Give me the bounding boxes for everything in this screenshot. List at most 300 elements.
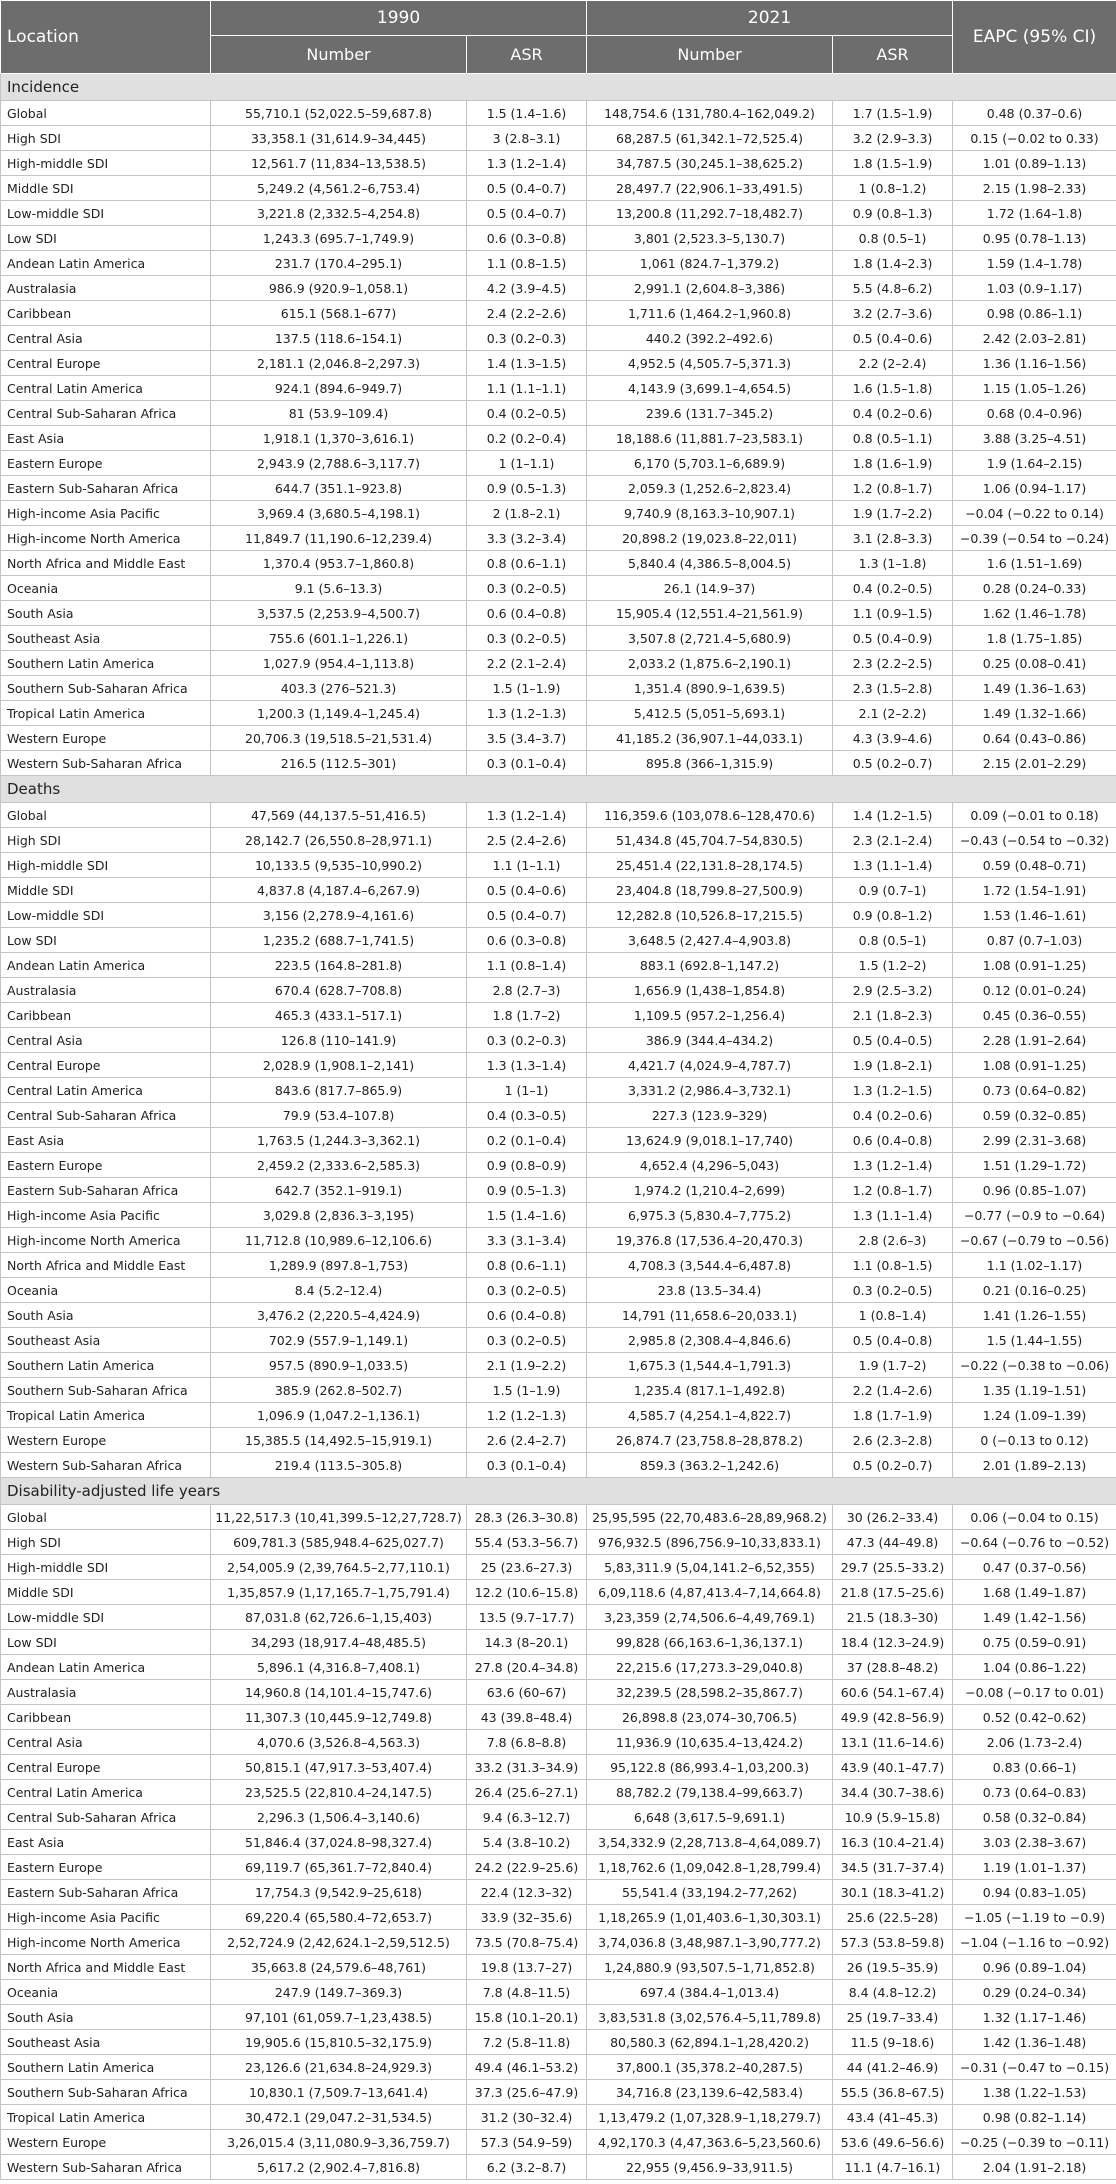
asr-2021-cell: 0.5 (0.2–0.7) xyxy=(833,751,953,776)
asr-2021-cell: 0.5 (0.4–0.8) xyxy=(833,1328,953,1353)
asr-2021-cell: 1.3 (1.2–1.4) xyxy=(833,1153,953,1178)
number-2021-cell: 3,54,332.9 (2,28,713.8–4,64,089.7) xyxy=(587,1830,833,1855)
location-cell: Western Sub-Saharan Africa xyxy=(1,2155,211,2180)
location-cell: Andean Latin America xyxy=(1,953,211,978)
eapc-cell: −1.04 (−1.16 to −0.92) xyxy=(953,1930,1116,1955)
eapc-cell: 0.52 (0.42–0.62) xyxy=(953,1705,1116,1730)
table-row xyxy=(1,1905,1116,1930)
location-cell: Central Sub-Saharan Africa xyxy=(1,1103,211,1128)
number-2021-cell: 1,24,880.9 (93,507.5–1,71,852.8) xyxy=(587,1955,833,1980)
asr-1990-cell: 1.2 (1.2–1.3) xyxy=(467,1403,587,1428)
number-2021-cell: 3,74,036.8 (3,48,987.1–3,90,777.2) xyxy=(587,1930,833,1955)
eapc-cell: 1.01 (0.89–1.13) xyxy=(953,151,1116,176)
number-2021-cell: 41,185.2 (36,907.1–44,033.1) xyxy=(587,726,833,751)
location-cell: Southern Latin America xyxy=(1,1353,211,1378)
number-2021-cell: 4,585.7 (4,254.1–4,822.7) xyxy=(587,1403,833,1428)
eapc-cell: 0.73 (0.64–0.82) xyxy=(953,1078,1116,1103)
number-1990-cell: 670.4 (628.7–708.8) xyxy=(211,978,467,1003)
eapc-cell: 0.59 (0.48–0.71) xyxy=(953,853,1116,878)
asr-1990-cell: 3.3 (3.1–3.4) xyxy=(467,1228,587,1253)
number-2021-cell: 3,648.5 (2,427.4–4,903.8) xyxy=(587,928,833,953)
table-row xyxy=(1,1353,1116,1378)
asr-1990-cell: 0.5 (0.4–0.7) xyxy=(467,903,587,928)
location-cell: Tropical Latin America xyxy=(1,2105,211,2130)
eapc-cell: 0.96 (0.85–1.07) xyxy=(953,1178,1116,1203)
location-cell: High-income Asia Pacific xyxy=(1,501,211,526)
number-2021-cell: 5,840.4 (4,386.5–8,004.5) xyxy=(587,551,833,576)
location-cell: Southern Latin America xyxy=(1,651,211,676)
number-2021-cell: 1,235.4 (817.1–1,492.8) xyxy=(587,1378,833,1403)
eapc-cell: −0.67 (−0.79 to −0.56) xyxy=(953,1228,1116,1253)
eapc-cell: 0.09 (−0.01 to 0.18) xyxy=(953,803,1116,828)
number-1990-cell: 69,119.7 (65,361.7–72,840.4) xyxy=(211,1855,467,1880)
location-cell: Central Europe xyxy=(1,1755,211,1780)
number-1990-cell: 28,142.7 (26,550.8–28,971.1) xyxy=(211,828,467,853)
asr-2021-cell: 0.9 (0.8–1.3) xyxy=(833,201,953,226)
asr-2021-cell: 3.2 (2.7–3.6) xyxy=(833,301,953,326)
eapc-cell: 1.8 (1.75–1.85) xyxy=(953,626,1116,651)
number-2021-cell: 148,754.6 (131,780.4–162,049.2) xyxy=(587,101,833,126)
asr-2021-cell: 53.6 (49.6–56.6) xyxy=(833,2130,953,2155)
asr-2021-cell: 5.5 (4.8–6.2) xyxy=(833,276,953,301)
asr-2021-cell: 25 (19.7–33.4) xyxy=(833,2005,953,2030)
asr-1990-cell: 1.1 (1.1–1.1) xyxy=(467,376,587,401)
asr-1990-cell: 0.5 (0.4–0.6) xyxy=(467,878,587,903)
location-cell: Central Latin America xyxy=(1,376,211,401)
number-2021-cell: 5,412.5 (5,051–5,693.1) xyxy=(587,701,833,726)
eapc-cell: 1.03 (0.9–1.17) xyxy=(953,276,1116,301)
section-row xyxy=(1,776,1116,803)
number-1990-cell: 11,307.3 (10,445.9–12,749.8) xyxy=(211,1705,467,1730)
asr-1990-cell: 3 (2.8–3.1) xyxy=(467,126,587,151)
eapc-cell: 1.49 (1.36–1.63) xyxy=(953,676,1116,701)
asr-1990-cell: 1.5 (1–1.9) xyxy=(467,676,587,701)
table-row xyxy=(1,726,1116,751)
number-2021-cell: 859.3 (363.2–1,242.6) xyxy=(587,1453,833,1478)
number-2021-cell: 239.6 (131.7–345.2) xyxy=(587,401,833,426)
number-1990-cell: 2,028.9 (1,908.1–2,141) xyxy=(211,1053,467,1078)
number-1990-cell: 137.5 (118.6–154.1) xyxy=(211,326,467,351)
table-row xyxy=(1,1128,1116,1153)
table-row xyxy=(1,126,1116,151)
number-1990-cell: 30,472.1 (29,047.2–31,534.5) xyxy=(211,2105,467,2130)
number-1990-cell: 4,070.6 (3,526.8–4,563.3) xyxy=(211,1730,467,1755)
table-row xyxy=(1,551,1116,576)
asr-1990-cell: 0.5 (0.4–0.7) xyxy=(467,176,587,201)
asr-1990-cell: 1.5 (1.4–1.6) xyxy=(467,1203,587,1228)
eapc-cell: 0 (−0.13 to 0.12) xyxy=(953,1428,1116,1453)
number-2021-cell: 4,421.7 (4,024.9–4,787.7) xyxy=(587,1053,833,1078)
location-cell: Western Europe xyxy=(1,1428,211,1453)
eapc-cell: 0.25 (0.08–0.41) xyxy=(953,651,1116,676)
table-row xyxy=(1,2055,1116,2080)
asr-2021-cell: 10.9 (5.9–15.8) xyxy=(833,1805,953,1830)
table-body xyxy=(1,74,1116,2180)
eapc-cell: 2.04 (1.91–2.18) xyxy=(953,2155,1116,2180)
eapc-cell: −0.22 (−0.38 to −0.06) xyxy=(953,1353,1116,1378)
asr-1990-cell: 2.5 (2.4–2.6) xyxy=(467,828,587,853)
number-1990-cell: 10,830.1 (7,509.7–13,641.4) xyxy=(211,2080,467,2105)
eapc-cell: 1.49 (1.32–1.66) xyxy=(953,701,1116,726)
number-1990-cell: 23,126.6 (21,634.8–24,929.3) xyxy=(211,2055,467,2080)
asr-1990-cell: 0.9 (0.5–1.3) xyxy=(467,1178,587,1203)
asr-1990-cell: 28.3 (26.3–30.8) xyxy=(467,1505,587,1530)
number-2021-cell: 227.3 (123.9–329) xyxy=(587,1103,833,1128)
location-cell: Central Europe xyxy=(1,1053,211,1078)
table-row xyxy=(1,226,1116,251)
number-2021-cell: 697.4 (384.4–1,013.4) xyxy=(587,1980,833,2005)
table-row xyxy=(1,251,1116,276)
location-cell: East Asia xyxy=(1,1128,211,1153)
location-cell: Southeast Asia xyxy=(1,2030,211,2055)
number-2021-header: Number xyxy=(587,36,833,74)
eapc-cell: 2.15 (2.01–2.29) xyxy=(953,751,1116,776)
location-cell: East Asia xyxy=(1,1830,211,1855)
location-cell: Eastern Sub-Saharan Africa xyxy=(1,476,211,501)
location-cell: South Asia xyxy=(1,601,211,626)
number-2021-cell: 55,541.4 (33,194.2–77,262) xyxy=(587,1880,833,1905)
location-cell: Central Europe xyxy=(1,351,211,376)
asr-1990-cell: 0.2 (0.1–0.4) xyxy=(467,1128,587,1153)
number-1990-cell: 642.7 (352.1–919.1) xyxy=(211,1178,467,1203)
asr-2021-cell: 3.2 (2.9–3.3) xyxy=(833,126,953,151)
asr-2021-cell: 44 (41.2–46.9) xyxy=(833,2055,953,2080)
table-row xyxy=(1,1805,1116,1830)
eapc-cell: 0.48 (0.37–0.6) xyxy=(953,101,1116,126)
asr-2021-cell: 0.3 (0.2–0.5) xyxy=(833,1278,953,1303)
asr-2021-cell: 1.9 (1.7–2) xyxy=(833,1353,953,1378)
number-2021-cell: 1,656.9 (1,438–1,854.8) xyxy=(587,978,833,1003)
asr-1990-cell: 1 (1–1) xyxy=(467,1078,587,1103)
eapc-cell: 1.04 (0.86–1.22) xyxy=(953,1655,1116,1680)
number-2021-cell: 976,932.5 (896,756.9–10,33,833.1) xyxy=(587,1530,833,1555)
number-2021-cell: 6,648 (3,617.5–9,691.1) xyxy=(587,1805,833,1830)
number-1990-cell: 23,525.5 (22,810.4–24,147.5) xyxy=(211,1780,467,1805)
location-cell: Australasia xyxy=(1,1680,211,1705)
table-row xyxy=(1,1530,1116,1555)
location-cell: Central Asia xyxy=(1,326,211,351)
location-cell: High SDI xyxy=(1,126,211,151)
number-1990-cell: 1,35,857.9 (1,17,165.7–1,75,791.4) xyxy=(211,1580,467,1605)
number-1990-cell: 34,293 (18,917.4–48,485.5) xyxy=(211,1630,467,1655)
location-cell: High SDI xyxy=(1,1530,211,1555)
number-2021-cell: 26,874.7 (23,758.8–28,878.2) xyxy=(587,1428,833,1453)
eapc-cell: 0.47 (0.37–0.56) xyxy=(953,1555,1116,1580)
asr-2021-cell: 1.3 (1.1–1.4) xyxy=(833,1203,953,1228)
number-1990-cell: 2,181.1 (2,046.8–2,297.3) xyxy=(211,351,467,376)
number-2021-cell: 1,711.6 (1,464.2–1,960.8) xyxy=(587,301,833,326)
location-cell: High-middle SDI xyxy=(1,151,211,176)
asr-1990-cell: 2.6 (2.4–2.7) xyxy=(467,1428,587,1453)
asr-2021-cell: 0.8 (0.5–1) xyxy=(833,928,953,953)
asr-2021-cell: 37 (28.8–48.2) xyxy=(833,1655,953,1680)
location-cell: Tropical Latin America xyxy=(1,1403,211,1428)
number-1990-cell: 231.7 (170.4–295.1) xyxy=(211,251,467,276)
eapc-cell: 1.42 (1.36–1.48) xyxy=(953,2030,1116,2055)
number-2021-cell: 116,359.6 (103,078.6–128,470.6) xyxy=(587,803,833,828)
asr-2021-cell: 2.6 (2.3–2.8) xyxy=(833,1428,953,1453)
number-2021-cell: 13,624.9 (9,018.1–17,740) xyxy=(587,1128,833,1153)
asr-2021-cell: 30 (26.2–33.4) xyxy=(833,1505,953,1530)
number-1990-cell: 615.1 (568.1–677) xyxy=(211,301,467,326)
table-row xyxy=(1,576,1116,601)
number-2021-cell: 13,200.8 (11,292.7–18,482.7) xyxy=(587,201,833,226)
asr-1990-cell: 0.6 (0.4–0.8) xyxy=(467,1303,587,1328)
number-2021-cell: 2,033.2 (1,875.6–2,190.1) xyxy=(587,651,833,676)
eapc-cell: 2.15 (1.98–2.33) xyxy=(953,176,1116,201)
table-row xyxy=(1,1630,1116,1655)
asr-1990-cell: 2.4 (2.2–2.6) xyxy=(467,301,587,326)
location-cell: Eastern Europe xyxy=(1,451,211,476)
asr-2021-cell: 21.5 (18.3–30) xyxy=(833,1605,953,1630)
location-cell: Central Sub-Saharan Africa xyxy=(1,401,211,426)
eapc-cell: 1.53 (1.46–1.61) xyxy=(953,903,1116,928)
location-cell: High-income North America xyxy=(1,1228,211,1253)
location-cell: Western Europe xyxy=(1,726,211,751)
table-row xyxy=(1,326,1116,351)
number-1990-cell: 3,221.8 (2,332.5–4,254.8) xyxy=(211,201,467,226)
eapc-cell: −0.31 (−0.47 to −0.15) xyxy=(953,2055,1116,2080)
number-1990-cell: 3,156 (2,278.9–4,161.6) xyxy=(211,903,467,928)
asr-2021-cell: 1.2 (0.8–1.7) xyxy=(833,476,953,501)
number-2021-cell: 25,95,595 (22,70,483.6–28,89,968.2) xyxy=(587,1505,833,1530)
table-row xyxy=(1,276,1116,301)
asr-2021-cell: 47.3 (44–49.8) xyxy=(833,1530,953,1555)
number-1990-cell: 81 (53.9–109.4) xyxy=(211,401,467,426)
table-row xyxy=(1,1403,1116,1428)
table-row xyxy=(1,501,1116,526)
asr-2021-cell: 1.3 (1.2–1.5) xyxy=(833,1078,953,1103)
table-row xyxy=(1,701,1116,726)
eapc-cell: 1.06 (0.94–1.17) xyxy=(953,476,1116,501)
table-row xyxy=(1,676,1116,701)
table-row xyxy=(1,1705,1116,1730)
asr-2021-cell: 29.7 (25.5–33.2) xyxy=(833,1555,953,1580)
location-cell: Andean Latin America xyxy=(1,251,211,276)
table-row xyxy=(1,1228,1116,1253)
eapc-cell: 0.59 (0.32–0.85) xyxy=(953,1103,1116,1128)
number-1990-cell: 3,26,015.4 (3,11,080.9–3,36,759.7) xyxy=(211,2130,467,2155)
number-2021-cell: 3,507.8 (2,721.4–5,680.9) xyxy=(587,626,833,651)
table-row xyxy=(1,376,1116,401)
asr-1990-cell: 63.6 (60–67) xyxy=(467,1680,587,1705)
asr-2021-cell: 34.5 (31.7–37.4) xyxy=(833,1855,953,1880)
number-2021-cell: 12,282.8 (10,526.8–17,215.5) xyxy=(587,903,833,928)
table-row xyxy=(1,1955,1116,1980)
table-row xyxy=(1,1178,1116,1203)
asr-2021-cell: 0.4 (0.2–0.5) xyxy=(833,576,953,601)
asr-2021-cell: 55.5 (36.8–67.5) xyxy=(833,2080,953,2105)
eapc-cell: 2.28 (1.91–2.64) xyxy=(953,1028,1116,1053)
number-1990-cell: 50,815.1 (47,917.3–53,407.4) xyxy=(211,1755,467,1780)
number-2021-cell: 895.8 (366–1,315.9) xyxy=(587,751,833,776)
eapc-cell: 1.1 (1.02–1.17) xyxy=(953,1253,1116,1278)
number-2021-cell: 25,451.4 (22,131.8–28,174.5) xyxy=(587,853,833,878)
eapc-cell: 0.12 (0.01–0.24) xyxy=(953,978,1116,1003)
number-1990-cell: 609,781.3 (585,948.4–625,027.7) xyxy=(211,1530,467,1555)
asr-2021-cell: 1.9 (1.7–2.2) xyxy=(833,501,953,526)
section-title: Disability-adjusted life years xyxy=(1,1478,1116,1505)
asr-2021-cell: 43.9 (40.1–47.7) xyxy=(833,1755,953,1780)
asr-2021-cell: 1.5 (1.2–2) xyxy=(833,953,953,978)
table-row xyxy=(1,651,1116,676)
asr-2021-cell: 2.3 (2.1–2.4) xyxy=(833,828,953,853)
number-2021-cell: 34,787.5 (30,245.1–38,625.2) xyxy=(587,151,833,176)
number-2021-cell: 5,83,311.9 (5,04,141.2–6,52,355) xyxy=(587,1555,833,1580)
asr-2021-cell: 60.6 (54.1–67.4) xyxy=(833,1680,953,1705)
eapc-cell: 0.64 (0.43–0.86) xyxy=(953,726,1116,751)
number-2021-cell: 2,985.8 (2,308.4–4,846.6) xyxy=(587,1328,833,1353)
eapc-cell: 0.15 (−0.02 to 0.33) xyxy=(953,126,1116,151)
number-2021-cell: 68,287.5 (61,342.1–72,525.4) xyxy=(587,126,833,151)
number-1990-cell: 5,249.2 (4,561.2–6,753.4) xyxy=(211,176,467,201)
table-row xyxy=(1,476,1116,501)
asr-2021-cell: 0.5 (0.2–0.7) xyxy=(833,1453,953,1478)
asr-2021-cell: 43.4 (41–45.3) xyxy=(833,2105,953,2130)
table-row xyxy=(1,1855,1116,1880)
location-cell: North Africa and Middle East xyxy=(1,1955,211,1980)
eapc-cell: 1.35 (1.19–1.51) xyxy=(953,1378,1116,1403)
asr-2021-cell: 2.8 (2.6–3) xyxy=(833,1228,953,1253)
number-2021-cell: 4,708.3 (3,544.4–6,487.8) xyxy=(587,1253,833,1278)
year-2021-header: 2021 xyxy=(587,1,953,36)
table-row xyxy=(1,301,1116,326)
eapc-cell: 0.94 (0.83–1.05) xyxy=(953,1880,1116,1905)
asr-1990-header: ASR xyxy=(467,36,587,74)
table-row xyxy=(1,1078,1116,1103)
location-cell: High-income Asia Pacific xyxy=(1,1203,211,1228)
asr-2021-cell: 0.5 (0.4–0.6) xyxy=(833,326,953,351)
table-row xyxy=(1,1580,1116,1605)
table-row xyxy=(1,201,1116,226)
asr-2021-cell: 11.5 (9–18.6) xyxy=(833,2030,953,2055)
number-2021-cell: 28,497.7 (22,906.1–33,491.5) xyxy=(587,176,833,201)
number-2021-cell: 23,404.8 (18,799.8–27,500.9) xyxy=(587,878,833,903)
location-cell: Southern Sub-Saharan Africa xyxy=(1,676,211,701)
eapc-cell: −0.64 (−0.76 to −0.52) xyxy=(953,1530,1116,1555)
number-1990-cell: 843.6 (817.7–865.9) xyxy=(211,1078,467,1103)
location-cell: Central Latin America xyxy=(1,1780,211,1805)
location-cell: Southeast Asia xyxy=(1,1328,211,1353)
eapc-cell: 0.83 (0.66–1) xyxy=(953,1755,1116,1780)
asr-1990-cell: 25 (23.6–27.3) xyxy=(467,1555,587,1580)
number-1990-cell: 47,569 (44,137.5–51,416.5) xyxy=(211,803,467,828)
asr-1990-cell: 3.5 (3.4–3.7) xyxy=(467,726,587,751)
asr-1990-cell: 1.3 (1.2–1.4) xyxy=(467,151,587,176)
asr-1990-cell: 0.8 (0.6–1.1) xyxy=(467,551,587,576)
number-2021-cell: 1,18,265.9 (1,01,403.6–1,30,303.1) xyxy=(587,1905,833,1930)
asr-2021-cell: 1.2 (0.8–1.7) xyxy=(833,1178,953,1203)
asr-1990-cell: 73.5 (70.8–75.4) xyxy=(467,1930,587,1955)
number-1990-cell: 223.5 (164.8–281.8) xyxy=(211,953,467,978)
asr-1990-cell: 1.5 (1–1.9) xyxy=(467,1378,587,1403)
asr-1990-cell: 37.3 (25.6–47.9) xyxy=(467,2080,587,2105)
eapc-cell: 1.68 (1.49–1.87) xyxy=(953,1580,1116,1605)
eapc-cell: 1.51 (1.29–1.72) xyxy=(953,1153,1116,1178)
eapc-cell: 3.03 (2.38–3.67) xyxy=(953,1830,1116,1855)
number-2021-cell: 4,952.5 (4,505.7–5,371.3) xyxy=(587,351,833,376)
location-cell: North Africa and Middle East xyxy=(1,1253,211,1278)
number-1990-cell: 3,969.4 (3,680.5–4,198.1) xyxy=(211,501,467,526)
asr-2021-cell: 2.2 (1.4–2.6) xyxy=(833,1378,953,1403)
eapc-cell: 0.68 (0.4–0.96) xyxy=(953,401,1116,426)
asr-1990-cell: 7.8 (6.8–8.8) xyxy=(467,1730,587,1755)
location-cell: Low SDI xyxy=(1,1630,211,1655)
number-2021-cell: 1,974.2 (1,210.4–2,699) xyxy=(587,1178,833,1203)
asr-1990-cell: 4.2 (3.9–4.5) xyxy=(467,276,587,301)
asr-1990-cell: 1.5 (1.4–1.6) xyxy=(467,101,587,126)
table-row xyxy=(1,1830,1116,1855)
number-2021-cell: 88,782.2 (79,138.4–99,663.7) xyxy=(587,1780,833,1805)
eapc-cell: 0.75 (0.59–0.91) xyxy=(953,1630,1116,1655)
asr-1990-cell: 1.1 (0.8–1.5) xyxy=(467,251,587,276)
asr-2021-cell: 0.4 (0.2–0.6) xyxy=(833,1103,953,1128)
number-1990-header: Number xyxy=(211,36,467,74)
number-1990-cell: 219.4 (113.5–305.8) xyxy=(211,1453,467,1478)
number-1990-cell: 79.9 (53.4–107.8) xyxy=(211,1103,467,1128)
asr-2021-cell: 18.4 (12.3–24.9) xyxy=(833,1630,953,1655)
number-1990-cell: 755.6 (601.1–1,226.1) xyxy=(211,626,467,651)
asr-1990-cell: 14.3 (8–20.1) xyxy=(467,1630,587,1655)
location-cell: High-income North America xyxy=(1,526,211,551)
table-row xyxy=(1,101,1116,126)
table-row xyxy=(1,2130,1116,2155)
number-2021-cell: 80,580.3 (62,894.1–1,28,420.2) xyxy=(587,2030,833,2055)
location-cell: Southern Sub-Saharan Africa xyxy=(1,2080,211,2105)
number-2021-cell: 19,376.8 (17,536.4–20,470.3) xyxy=(587,1228,833,1253)
asr-2021-cell: 0.9 (0.7–1) xyxy=(833,878,953,903)
eapc-cell: −1.05 (−1.19 to −0.9) xyxy=(953,1905,1116,1930)
number-2021-cell: 2,059.3 (1,252.6–2,823.4) xyxy=(587,476,833,501)
location-cell: High-income Asia Pacific xyxy=(1,1905,211,1930)
asr-1990-cell: 7.8 (4.8–11.5) xyxy=(467,1980,587,2005)
number-1990-cell: 126.8 (110–141.9) xyxy=(211,1028,467,1053)
section-row xyxy=(1,74,1116,101)
number-2021-cell: 22,215.6 (17,273.3–29,040.8) xyxy=(587,1655,833,1680)
asr-1990-cell: 1.3 (1.3–1.4) xyxy=(467,1053,587,1078)
eapc-cell: 1.08 (0.91–1.25) xyxy=(953,1053,1116,1078)
number-1990-cell: 8.4 (5.2–12.4) xyxy=(211,1278,467,1303)
asr-2021-cell: 1.8 (1.6–1.9) xyxy=(833,451,953,476)
asr-1990-cell: 0.3 (0.2–0.5) xyxy=(467,1278,587,1303)
location-cell: Australasia xyxy=(1,276,211,301)
number-1990-cell: 12,561.7 (11,834–13,538.5) xyxy=(211,151,467,176)
asr-2021-cell: 13.1 (11.6–14.6) xyxy=(833,1730,953,1755)
asr-1990-cell: 1.3 (1.2–1.3) xyxy=(467,701,587,726)
location-cell: Global xyxy=(1,101,211,126)
table-row xyxy=(1,1930,1116,1955)
location-cell: High-middle SDI xyxy=(1,1555,211,1580)
location-cell: Australasia xyxy=(1,978,211,1003)
asr-2021-cell: 0.5 (0.4–0.9) xyxy=(833,626,953,651)
number-1990-cell: 14,960.8 (14,101.4–15,747.6) xyxy=(211,1680,467,1705)
table-row xyxy=(1,1378,1116,1403)
number-1990-cell: 11,712.8 (10,989.6–12,106.6) xyxy=(211,1228,467,1253)
number-2021-cell: 22,955 (9,456.9–33,911.5) xyxy=(587,2155,833,2180)
location-cell: Central Latin America xyxy=(1,1078,211,1103)
location-cell: North Africa and Middle East xyxy=(1,551,211,576)
location-cell: Eastern Sub-Saharan Africa xyxy=(1,1178,211,1203)
number-2021-cell: 440.2 (392.2–492.6) xyxy=(587,326,833,351)
number-1990-cell: 1,200.3 (1,149.4–1,245.4) xyxy=(211,701,467,726)
asr-2021-cell: 4.3 (3.9–4.6) xyxy=(833,726,953,751)
number-1990-cell: 17,754.3 (9,542.9–25,618) xyxy=(211,1880,467,1905)
location-cell: Eastern Europe xyxy=(1,1855,211,1880)
table-row xyxy=(1,451,1116,476)
table-row xyxy=(1,1053,1116,1078)
eapc-cell: 0.73 (0.64–0.83) xyxy=(953,1780,1116,1805)
number-1990-cell: 10,133.5 (9,535–10,990.2) xyxy=(211,853,467,878)
